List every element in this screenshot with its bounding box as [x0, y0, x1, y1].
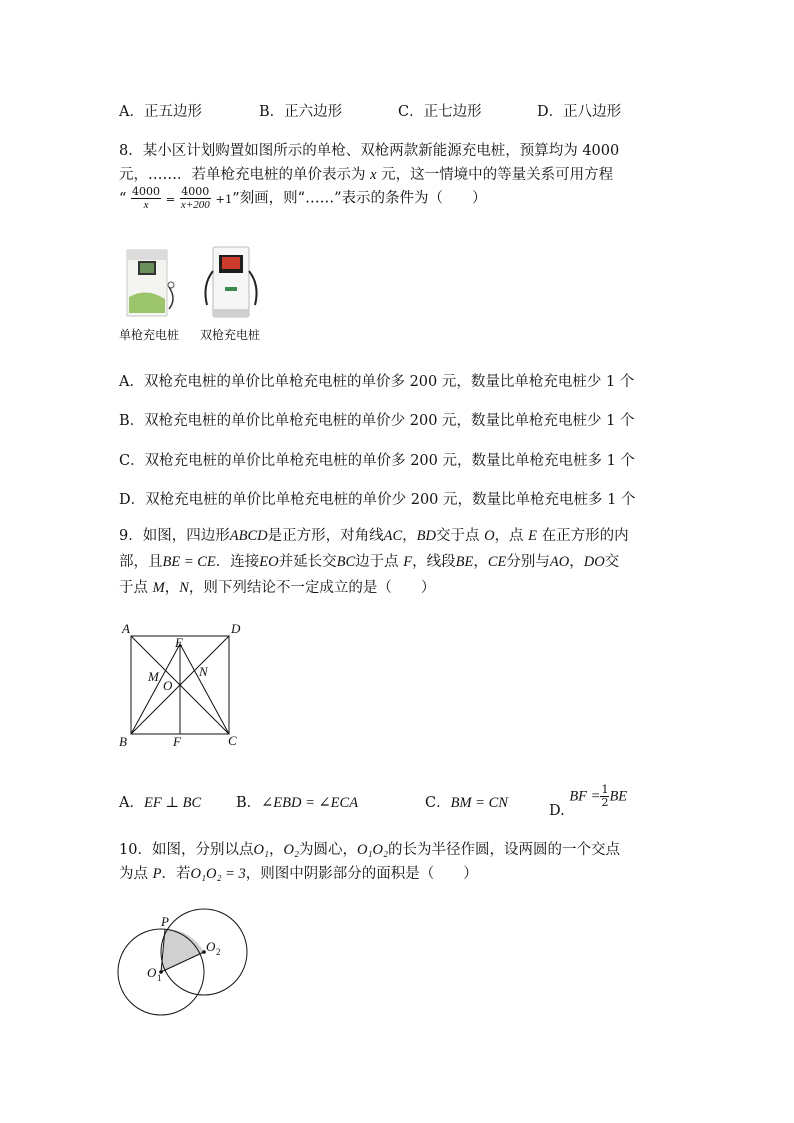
- q9-math: EO: [259, 554, 279, 570]
- q9-stem-line1: [119, 524, 629, 545]
- q8-stem-line1: 8．某小区计划购置如图所示的单枪、双枪两款新能源充电桩，预算均为 4000: [119, 143, 620, 159]
- label-m: M: [148, 669, 159, 684]
- charger-double-label: 双枪充电桩: [200, 328, 261, 342]
- q9-option-expr: EF ⊥ BC: [143, 795, 202, 811]
- frac-num: 4000: [181, 185, 210, 198]
- q7-option-b: B．正六边形: [259, 104, 343, 120]
- q8-text: 刻画，则“……”表示的条件为（ ）: [239, 190, 487, 207]
- segment-ce: [180, 644, 229, 734]
- q10-math: P: [152, 866, 162, 882]
- q9-math: BD: [416, 528, 436, 544]
- q9-math: BE = CE: [162, 554, 216, 570]
- label-d: D: [231, 621, 241, 636]
- label-b: B: [119, 734, 127, 749]
- q9-option-prefix: A．: [119, 795, 144, 811]
- q9-text: 分别与: [506, 554, 550, 570]
- frac-num: 4000: [132, 185, 161, 198]
- q9-option-expr: BE: [609, 788, 628, 805]
- q9-text: 交于点: [435, 528, 485, 544]
- q9-text: ，: [569, 554, 584, 570]
- q9-option-expr: ∠EBD = ∠ECA: [261, 795, 359, 811]
- q9-text: 于点: [119, 580, 153, 596]
- charger-single-image: [121, 247, 181, 319]
- frac-den: 2: [601, 796, 609, 809]
- q9-stem-line2: [119, 550, 619, 571]
- q9-text: ，: [402, 528, 417, 544]
- label-o2-sub: 2: [216, 947, 221, 957]
- q10-math: O₁O₂ = 3: [190, 866, 246, 882]
- q9-math: AC: [383, 528, 403, 544]
- q8-text: 元，……．若单枪充电桩的单价表示为: [119, 167, 371, 183]
- q9-math: DO: [583, 554, 605, 570]
- label-c: C: [228, 733, 237, 748]
- q10-stem-line1: [119, 838, 620, 859]
- q9-text: ，: [164, 580, 180, 596]
- q10-stem-line2: [119, 862, 478, 883]
- equals-sign: =: [165, 191, 176, 206]
- q9-text: 部，且: [119, 554, 163, 570]
- q9-text: 并延长交: [278, 554, 337, 570]
- q10-text: 为点: [119, 866, 153, 882]
- shaded-sector: [161, 929, 204, 972]
- q9-text: ，: [473, 554, 488, 570]
- label-p: P: [161, 914, 169, 929]
- q9-text: ．连接: [215, 554, 260, 570]
- segment-be: [131, 644, 180, 734]
- q8-text: 元，这一情境中的等量关系可用方程: [376, 167, 614, 183]
- q9-text: 边于点: [355, 554, 404, 570]
- q9-option-prefix: D.: [549, 802, 565, 819]
- q9-text: ，线段: [412, 554, 456, 570]
- frac-num: 1: [601, 783, 609, 796]
- fraction-2: [180, 186, 211, 211]
- label-o2: O: [206, 939, 216, 954]
- q9-text: 9．如图，四边形: [119, 528, 230, 544]
- charger-single-label: 单枪充电桩: [119, 328, 180, 342]
- q8-option-d: D．双枪充电桩的单价比单枪充电桩的单价少 200 元，数量比单枪充电桩多 1 个: [119, 492, 636, 508]
- q9-text: 交: [604, 554, 620, 570]
- q10-text: 的长为半径作圆，设两圆的一个交点: [388, 842, 621, 858]
- label-o: O: [163, 678, 173, 693]
- label-f: F: [173, 734, 181, 749]
- q9-option-c: [425, 791, 508, 812]
- q9-option-prefix: B．: [236, 795, 262, 811]
- q10-math: O₁O₂: [356, 842, 389, 858]
- q9-math: E: [528, 528, 538, 544]
- q9-math: CE: [487, 554, 507, 570]
- q9-math: N: [179, 580, 189, 596]
- q9-math: AO: [549, 554, 570, 570]
- q10-text: ，: [268, 842, 284, 858]
- frac-den: x+200: [180, 199, 210, 211]
- q10-math: O₁: [253, 842, 269, 858]
- q9-math: ABCD: [229, 528, 268, 544]
- label-o1: O: [147, 965, 157, 980]
- fraction-1: [131, 186, 161, 211]
- frac-den: x: [143, 199, 149, 211]
- q9-stem-line3: [119, 576, 435, 597]
- q9-text: ，点: [494, 528, 529, 544]
- q8-option-c: C．双枪充电桩的单价比单枪充电桩的单价多 200 元，数量比单枪充电桩多 1 个: [119, 453, 635, 469]
- q9-math: M: [152, 580, 165, 596]
- label-n: N: [199, 664, 208, 679]
- q9-square-figure: [114, 618, 254, 752]
- q8-variable-x: x: [370, 167, 377, 183]
- label-e: E: [175, 635, 183, 650]
- q9-text: 在正方形的内: [537, 528, 629, 544]
- label-o1-sub: 1: [157, 973, 162, 983]
- q9-option-expr: BM = CN: [450, 795, 508, 811]
- q8-stem-line3: [119, 186, 487, 211]
- q10-circles-figure: [114, 905, 254, 1021]
- quote-open: “: [119, 190, 127, 207]
- q10-text: ，则图中阴影部分的面积是（ ）: [245, 866, 478, 882]
- q8-option-b: B．双枪充电桩的单价比单枪充电桩的单价少 200 元，数量比单枪充电桩少 1 个: [119, 413, 635, 429]
- q7-option-c: C．正七边形: [398, 104, 482, 120]
- q9-text: 是正方形，对角线: [267, 528, 384, 544]
- q9-math: F: [403, 554, 413, 570]
- plus-one: +1: [215, 191, 233, 206]
- q7-option-d: D．正八边形: [537, 104, 622, 120]
- label-a: A: [122, 621, 130, 636]
- q10-text: ．若: [161, 866, 191, 882]
- quote-close: ”: [232, 190, 240, 207]
- q8-option-a: A．双枪充电桩的单价比单枪充电桩的单价多 200 元，数量比单枪充电桩少 1 个: [119, 374, 635, 390]
- q8-equation: [119, 185, 240, 211]
- q9-math: BC: [336, 554, 356, 570]
- q8-stem-line2: [119, 163, 613, 184]
- q9-option-a: [119, 791, 201, 812]
- q9-option-b: [236, 791, 358, 812]
- q9-option-d: [549, 783, 628, 819]
- q9-math: BE: [455, 554, 474, 570]
- charger-double-image: [199, 245, 265, 321]
- q10-math: O₂: [283, 842, 299, 858]
- q10-text: 为圆心，: [298, 842, 357, 858]
- q9-math: O: [484, 528, 495, 544]
- q9-text: ，则下列结论不一定成立的是（ ）: [188, 580, 436, 596]
- q9-option-expr: BF =: [569, 788, 601, 805]
- q7-option-a: A．正五边形: [119, 104, 202, 120]
- q9-option-prefix: C．: [425, 795, 451, 811]
- q10-text: 10．如图，分别以点: [119, 842, 254, 858]
